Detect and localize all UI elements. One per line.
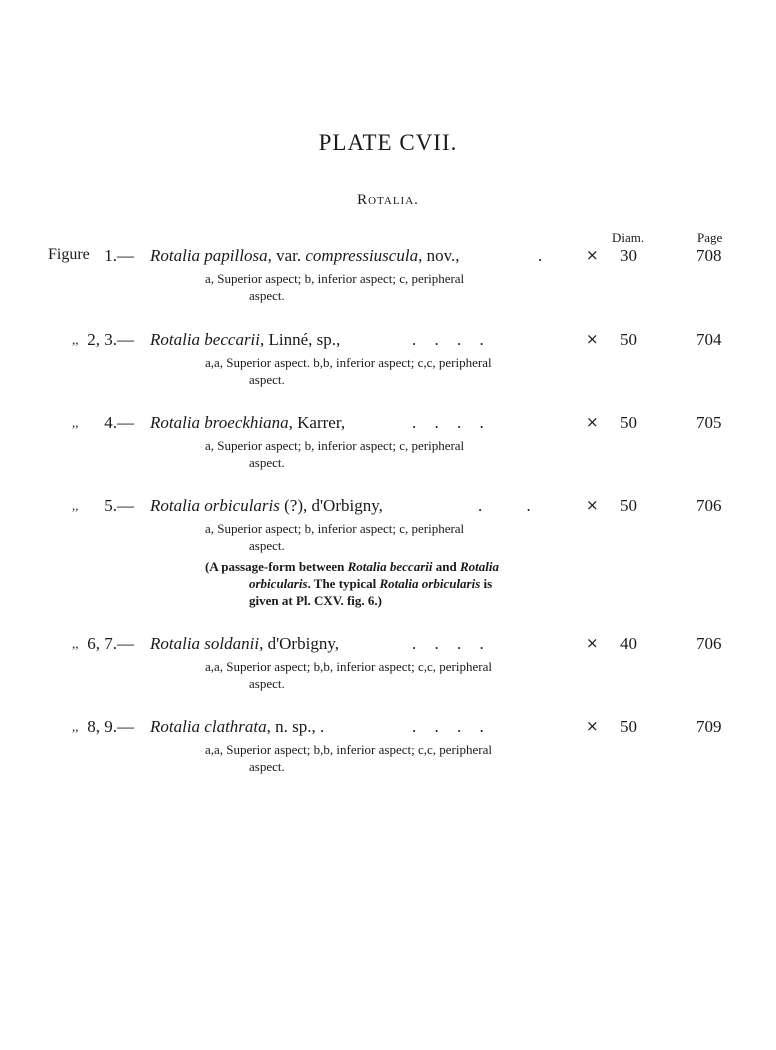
diam-value: 50 [620, 413, 637, 432]
passage-form-note [205, 558, 550, 609]
species-authority: , n. sp., . [266, 717, 325, 736]
figure-number: 8, 9.— [87, 717, 134, 736]
magnification-sign: × [586, 330, 599, 348]
species-name: Rotalia orbicularis [150, 496, 280, 515]
magnification-sign: × [586, 246, 599, 264]
description-continuation: aspect. [249, 759, 285, 774]
diam-value: 50 [620, 496, 637, 515]
note-species: Rotalia [459, 559, 499, 574]
diam-value: 40 [620, 634, 637, 653]
description-line: a, Superior aspect; b, inferior aspect; c, peripheral [205, 438, 465, 453]
magnification-sign: × [586, 413, 599, 431]
diam-value: 50 [620, 717, 637, 736]
species-authority: , Linné, sp., [260, 330, 341, 349]
note-species: Rotalia orbicularis [379, 576, 481, 591]
figure-description [205, 658, 550, 692]
note-text: (A passage-form between [205, 559, 348, 574]
page-value: 706 [696, 496, 722, 515]
page-value: 708 [696, 246, 722, 265]
figure-description [205, 741, 550, 775]
figure-description [205, 270, 550, 304]
entry-text [150, 634, 339, 654]
page-value: 706 [696, 634, 722, 653]
species-authority: , Karrer, [288, 413, 346, 432]
species-authority: , nov., [418, 246, 460, 265]
description-line: a,a, Superior aspect; b,b, inferior aspect; c,c, peripheral [205, 742, 492, 757]
description-line: a, Superior aspect; b, inferior aspect; c, peripheral [205, 521, 465, 536]
leader-dots: . . . . [412, 413, 484, 432]
leader-dots: . . . . [412, 717, 484, 736]
species-variety-prefix: , var. [267, 246, 306, 265]
entry-text [150, 496, 383, 516]
ditto-mark: ,, [72, 636, 79, 651]
entry-text [150, 717, 324, 737]
species-name: Rotalia soldanii [150, 634, 260, 653]
magnification-sign: × [586, 496, 599, 514]
magnification-sign: × [586, 717, 599, 735]
entry-text [150, 413, 345, 433]
figure-description [205, 520, 550, 554]
species-authority: , d'Orbigny, [259, 634, 339, 653]
figure-number: 1.— [104, 246, 134, 265]
description-line: a,a, Superior aspect. b,b, inferior aspect; c,c, peripheral [205, 355, 492, 370]
description-continuation: aspect. [249, 538, 285, 553]
entry-text [150, 246, 459, 266]
species-variety: compressiuscula [305, 246, 419, 265]
leader-dots: . [538, 246, 543, 265]
leader-dots: . . . . [412, 330, 484, 349]
species-name: Rotalia broeckhiana [150, 413, 289, 432]
ditto-mark: ,, [72, 415, 79, 430]
page-value: 705 [696, 413, 722, 432]
plate-title: PLATE CVII. [318, 130, 458, 155]
description-continuation: aspect. [249, 288, 285, 303]
diam-column-header: Diam. [612, 230, 645, 245]
figure-description [205, 354, 550, 388]
description-continuation: aspect. [249, 372, 285, 387]
species-name: Rotalia papillosa [150, 246, 268, 265]
figure-description [205, 437, 550, 471]
leader-dots: . . . . [412, 634, 484, 653]
genus-heading: Rotalia. [357, 192, 419, 208]
diam-value: 50 [620, 330, 637, 349]
ditto-mark: ,, [72, 332, 79, 347]
ditto-mark: ,, [72, 719, 79, 734]
entry-text [150, 330, 340, 350]
leader-dots: . . [478, 496, 531, 515]
page-value: 709 [696, 717, 722, 736]
note-species: Rotalia beccarii [347, 559, 433, 574]
description-continuation: aspect. [249, 676, 285, 691]
page-column-header: Page [697, 230, 723, 245]
figure-number: 5.— [104, 496, 134, 515]
note-continuation [205, 575, 550, 592]
figure-number: 2, 3.— [87, 330, 134, 349]
note-text: . The typical [307, 576, 380, 591]
page-value: 704 [696, 330, 722, 349]
figure-number: 4.— [104, 413, 134, 432]
species-name: Rotalia beccarii [150, 330, 261, 349]
description-line: a, Superior aspect; b, inferior aspect; c, peripheral [205, 271, 465, 286]
description-continuation: aspect. [249, 455, 285, 470]
figure-number: 6, 7.— [87, 634, 134, 653]
note-text: is [480, 576, 493, 591]
note-species: orbicularis [249, 576, 308, 591]
note-text: and [432, 559, 460, 574]
magnification-sign: × [586, 634, 599, 652]
diam-value: 30 [620, 246, 637, 265]
description-line: a,a, Superior aspect; b,b, inferior aspect; c,c, peripheral [205, 659, 492, 674]
species-name: Rotalia clathrata [150, 717, 267, 736]
note-continuation: given at Pl. CXV. fig. 6.) [249, 593, 383, 608]
figure-label: Figure [48, 246, 90, 263]
ditto-mark: ,, [72, 498, 79, 513]
species-authority: (?), d'Orbigny, [279, 496, 383, 515]
